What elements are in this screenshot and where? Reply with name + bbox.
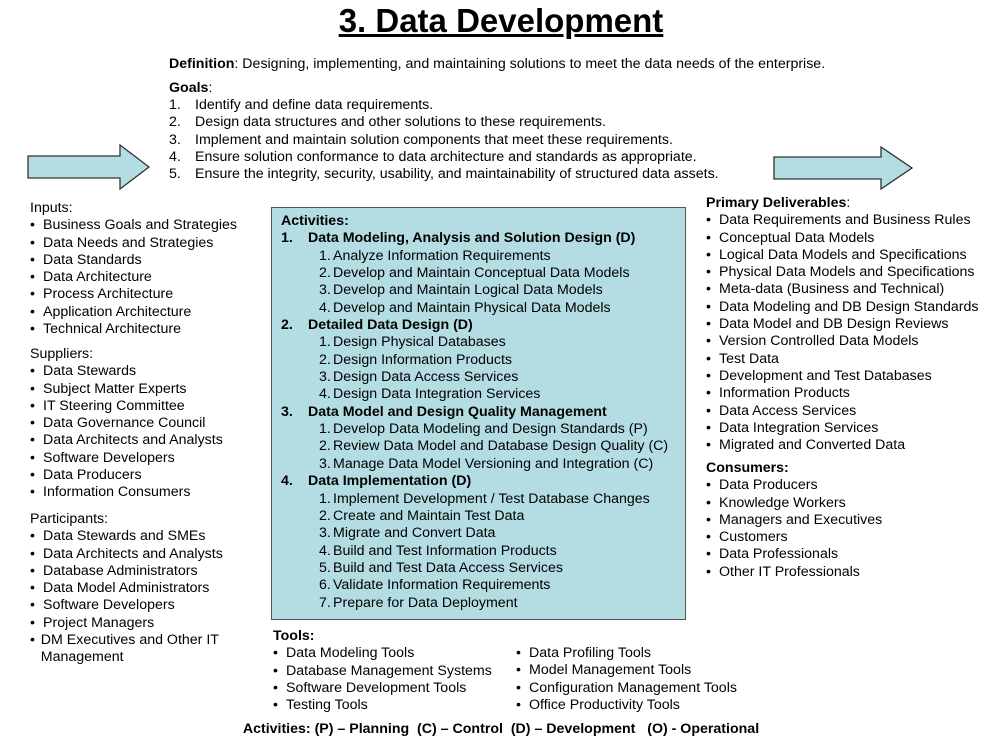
consumers-label: Consumers:: [706, 460, 789, 476]
page-title: 3. Data Development: [338, 2, 664, 39]
goal-text: Ensure solution conformance to data architecture and standards as appropriate.: [195, 148, 697, 165]
activity-item-text: Implement Development / Test Database Changes: [333, 490, 650, 507]
activity-item: [281, 456, 685, 473]
tool-item-text: Office Productivity Tools: [529, 696, 680, 713]
activity-group: [281, 317, 685, 334]
deliverable-item: [706, 281, 978, 298]
activity-item-number: 2.: [319, 351, 331, 368]
bullet-icon: •: [30, 380, 35, 397]
bullet-icon: •: [706, 546, 711, 563]
bullet-icon: •: [30, 597, 35, 614]
tool-item-text: Data Modeling Tools: [286, 645, 415, 662]
bullet-icon: •: [706, 333, 711, 350]
activity-item-number: 3.: [319, 369, 331, 386]
deliverable-item-text: Data Access Services: [719, 402, 857, 419]
goal-number: 1.: [169, 97, 181, 114]
deliverable-item: [706, 264, 978, 281]
deliverable-item-text: Development and Test Databases: [719, 367, 932, 384]
input-item-text: Business Goals and Strategies: [43, 217, 238, 234]
supplier-item: [30, 363, 223, 380]
deliverable-item: [706, 316, 978, 333]
activity-item-text: Analyze Information Requirements: [333, 247, 551, 264]
bullet-icon: •: [706, 281, 711, 298]
input-item: [30, 304, 237, 321]
consumer-item: [706, 564, 882, 581]
activity-item: [281, 369, 685, 386]
bullet-icon: •: [30, 286, 35, 303]
goal-text: Identify and define data requirements.: [195, 97, 434, 114]
supplier-item-text: Data Architects and Analysts: [43, 432, 223, 449]
goal-item: [169, 132, 719, 149]
input-item-text: Process Architecture: [43, 286, 174, 303]
activity-item: [281, 525, 685, 542]
supplier-item: [30, 467, 223, 484]
activity-item: [281, 543, 685, 560]
consumer-item: [706, 512, 882, 529]
deliverable-item-text: Data Modeling and DB Design Standards: [719, 298, 979, 315]
bullet-icon: •: [273, 679, 278, 696]
consumer-item-text: Data Professionals: [719, 546, 839, 563]
activity-item-text: Create and Maintain Test Data: [333, 507, 525, 524]
participant-item: [30, 563, 260, 580]
participants-label: Participants: [30, 511, 105, 527]
activity-item: [281, 421, 685, 438]
activity-item-text: Develop and Maintain Conceptual Data Models: [333, 265, 630, 282]
input-item-text: Application Architecture: [43, 303, 192, 320]
bullet-icon: •: [30, 303, 35, 320]
activity-group: [281, 404, 685, 421]
activity-item-number: 1.: [319, 334, 331, 351]
activity-item-text: Design Physical Databases: [333, 334, 506, 351]
deliverable-item: [706, 368, 978, 385]
goal-text: Implement and maintain solution components that meet these requirements.: [195, 131, 673, 148]
bullet-icon: •: [30, 269, 35, 286]
activity-item-text: Design Data Integration Services: [333, 386, 541, 403]
deliverable-item: [706, 351, 978, 368]
deliverable-item-text: Logical Data Models and Specifications: [719, 246, 967, 263]
bullet-icon: •: [706, 563, 711, 580]
activity-item-number: 6.: [319, 577, 331, 594]
consumer-item-text: Managers and Executives: [719, 511, 883, 528]
activity-item-text: Manage Data Model Versioning and Integration (C): [333, 455, 654, 472]
input-item-text: Data Standards: [43, 251, 142, 268]
activity-item-text: Review Data Model and Database Design Quality (C): [333, 438, 669, 455]
deliverable-item-text: Version Controlled Data Models: [719, 333, 919, 350]
participant-item: [30, 597, 260, 614]
tools-col2-section: [516, 645, 737, 714]
activity-item: [281, 282, 685, 299]
consumer-item: [706, 529, 882, 546]
tools-section: [273, 628, 492, 714]
tool-item: [516, 662, 737, 679]
activity-item-text: Prepare for Data Deployment: [333, 594, 518, 611]
activity-item: [281, 595, 685, 612]
activity-item: [281, 438, 685, 455]
activity-group-title: Data Implementation (D): [308, 473, 472, 490]
input-item: [30, 321, 237, 338]
goals-list: [169, 97, 719, 183]
activity-item: [281, 300, 685, 317]
consumer-item-text: Other IT Professionals: [719, 563, 860, 580]
activity-item-text: Build and Test Data Access Services: [333, 559, 564, 576]
participant-item: [30, 580, 260, 597]
inputs-section: Inputs: • Business Goals and Strategies • Data Needs and Strategies • Data Standards • Data Architecture • Process Architecture • Application Architecture • Technical Architecture: [30, 200, 238, 338]
bullet-icon: •: [30, 217, 35, 234]
supplier-item: [30, 381, 223, 398]
activity-item-number: 2.: [319, 265, 331, 282]
consumer-item-text: Customers: [719, 529, 788, 546]
inputs-label: Inputs: [30, 200, 69, 216]
activity-item-text: Design Information Products: [333, 351, 513, 368]
deliverable-item-text: Data Integration Services: [719, 419, 879, 436]
deliverable-item: [706, 437, 978, 454]
goal-text: Ensure the integrity, security, usability, and maintainability of structured data assets.: [195, 166, 719, 183]
participant-item-text: Project Managers: [43, 614, 155, 631]
activity-item-number: 3.: [319, 525, 331, 542]
bullet-icon: •: [516, 696, 521, 713]
consumer-item-text: Data Producers: [719, 477, 818, 494]
bullet-icon: •: [706, 212, 711, 229]
activity-item: [281, 508, 685, 525]
supplier-item: [30, 398, 223, 415]
supplier-item-text: Software Developers: [43, 449, 175, 466]
bullet-icon: •: [30, 321, 35, 338]
bullet-icon: •: [706, 316, 711, 333]
activity-group-number: 3.: [281, 403, 293, 420]
bullet-icon: •: [706, 511, 711, 528]
activity-group-number: 1.: [281, 230, 293, 247]
participant-item: [30, 615, 260, 632]
tool-item-text: Database Management Systems: [286, 662, 492, 679]
deliverable-item: [706, 212, 978, 229]
input-item-text: Technical Architecture: [43, 321, 182, 338]
supplier-item: [30, 432, 223, 449]
bullet-icon: •: [706, 419, 711, 436]
activity-item-text: Develop and Maintain Logical Data Models: [333, 282, 603, 299]
bullet-icon: •: [30, 580, 35, 597]
bullet-icon: •: [30, 545, 35, 562]
activity-item-number: 5.: [319, 559, 331, 576]
tool-item-text: Model Management Tools: [529, 662, 692, 679]
supplier-item-text: Data Producers: [43, 467, 142, 484]
deliverable-item-text: Information Products: [719, 385, 850, 402]
tools-label: Tools:: [273, 628, 315, 644]
goal-number: 2.: [169, 114, 181, 131]
input-item: [30, 235, 237, 252]
activity-item-text: Develop and Maintain Physical Data Models: [333, 299, 611, 316]
activity-group-title: Detailed Data Design (D): [308, 317, 473, 334]
activity-item-number: 2.: [319, 507, 331, 524]
deliverable-item: [706, 230, 978, 247]
bullet-icon: •: [30, 449, 35, 466]
supplier-item-text: Information Consumers: [43, 484, 191, 501]
activity-group-title: Data Model and Design Quality Management: [308, 403, 607, 420]
output-arrow: [773, 146, 915, 190]
activity-group-number: 4.: [281, 473, 293, 490]
bullet-icon: •: [30, 415, 35, 432]
activity-item: [281, 386, 685, 403]
supplier-item-text: Subject Matter Experts: [43, 380, 187, 397]
deliverable-item-text: Conceptual Data Models: [719, 229, 875, 246]
bullet-icon: •: [30, 632, 35, 649]
deliverables-section: Primary Deliverables: • Data Requirements and Business Rules • Conceptual Data Models • Logical Data Models and Specifications • Physical Data Models and Specifications • Meta-data (Business and Technical) • Data Modeling and DB Design Standards • Data Model and DB Design Reviews • Version Controlled Data Models • Test Data • Development and Test Databases • Information Products • Data Access Services • Data Integration Services • Migrated and Converted Data: [706, 195, 979, 454]
definition-label: Definition: [169, 56, 235, 72]
activity-item: [281, 491, 685, 508]
supplier-item-text: IT Steering Committee: [43, 397, 185, 414]
participant-item: [30, 546, 260, 563]
tool-item-text: Configuration Management Tools: [529, 679, 737, 696]
deliverable-item: [706, 420, 978, 437]
definition-text: : Designing, implementing, and maintaining solutions to meet the data needs of the enterprise.: [234, 56, 826, 72]
input-item: [30, 286, 237, 303]
goal-item: [169, 149, 719, 166]
bullet-icon: •: [30, 467, 35, 484]
activity-group: [281, 473, 685, 490]
bullet-icon: •: [273, 697, 278, 714]
activity-item-number: 1.: [319, 490, 331, 507]
input-item: [30, 269, 237, 286]
supplier-item-text: Data Governance Council: [43, 415, 206, 432]
bullet-icon: •: [30, 397, 35, 414]
input-item-text: Data Architecture: [43, 269, 152, 286]
tool-item-text: Data Profiling Tools: [529, 645, 651, 661]
supplier-item: [30, 450, 223, 467]
activity-item-number: 4.: [319, 299, 331, 316]
bullet-icon: •: [706, 494, 711, 511]
activity-item-number: 2.: [319, 438, 331, 455]
participant-item-text: Data Architects and Analysts: [43, 545, 223, 562]
bullet-icon: •: [706, 437, 711, 454]
activity-group-number: 2.: [281, 317, 293, 334]
activity-item-number: 3.: [319, 455, 331, 472]
participant-item-text: Database Administrators: [43, 562, 198, 579]
deliverable-item-text: Test Data: [719, 350, 779, 367]
bullet-icon: •: [30, 363, 35, 380]
activities-box: [271, 207, 686, 620]
activity-item-number: 3.: [319, 282, 331, 299]
supplier-item: [30, 484, 223, 501]
tool-item: [516, 680, 737, 697]
activity-item-number: 4.: [319, 386, 331, 403]
bullet-icon: •: [30, 528, 35, 545]
legend-footer: Activities: (P) – Planning (C) – Control (D) – Development (O) - Operational: [242, 721, 760, 737]
consumers-section: [706, 460, 882, 581]
tool-item: [273, 697, 492, 714]
participant-item-text: Data Model Administrators: [43, 580, 210, 597]
deliverable-item: [706, 299, 978, 316]
deliverable-item-text: Meta-data (Business and Technical): [719, 281, 945, 298]
activity-item: [281, 334, 685, 351]
goal-text: Design data structures and other solutions to these requirements.: [195, 114, 606, 131]
supplier-item-text: Data Stewards: [43, 363, 137, 380]
bullet-icon: •: [30, 614, 35, 631]
bullet-icon: •: [706, 350, 711, 367]
bullet-icon: •: [516, 679, 521, 696]
consumer-item: [706, 546, 882, 563]
participant-item: [30, 528, 260, 545]
activity-item-text: Design Data Access Services: [333, 369, 519, 386]
tool-item-text: Software Development Tools: [286, 679, 467, 696]
tool-item: [516, 697, 737, 714]
activity-item-text: Migrate and Convert Data: [333, 525, 496, 542]
deliverable-item: [706, 385, 978, 402]
definition: [169, 56, 825, 73]
participant-item: [30, 632, 260, 667]
tool-item: [273, 645, 492, 662]
input-item-text: Data Needs and Strategies: [43, 234, 214, 251]
bullet-icon: •: [706, 229, 711, 246]
activity-item: [281, 248, 685, 265]
suppliers-section: Suppliers: • Data Stewards • Subject Matter Experts • IT Steering Committee • Data Governance Council • Data Architects and Analysts • Software Developers • Data Producers • Information Consumers: [30, 346, 223, 501]
activity-item-text: Validate Information Requirements: [333, 577, 551, 594]
goals-label: Goals: [169, 80, 209, 96]
activity-item-number: 4.: [319, 542, 331, 559]
goal-number: 3.: [169, 131, 181, 148]
bullet-icon: •: [30, 234, 35, 251]
participant-item-text: Software Developers: [43, 597, 175, 614]
activity-item-number: 1.: [319, 421, 331, 438]
participants-section: Participants: • Data Stewards and SMEs • Data Architects and Analysts • Database Administrators • Data Model Administrators • Software Developers • Project Managers • DM Executives and Other IT Management: [30, 511, 260, 667]
activity-item: [281, 352, 685, 369]
bullet-icon: •: [30, 484, 35, 501]
bullet-icon: •: [30, 251, 35, 268]
goal-number: 5.: [169, 166, 181, 183]
bullet-icon: •: [706, 385, 711, 402]
suppliers-label: Suppliers: [30, 346, 90, 362]
supplier-item: [30, 415, 223, 432]
bullet-icon: •: [706, 402, 711, 419]
bullet-icon: •: [30, 562, 35, 579]
tool-item: [273, 663, 492, 680]
bullet-icon: •: [706, 477, 711, 494]
tool-item-text: Testing Tools: [286, 697, 368, 714]
participant-item-text: Data Stewards and SMEs: [43, 528, 206, 545]
bullet-icon: •: [706, 298, 711, 315]
bullet-icon: •: [273, 662, 278, 679]
deliverable-item-text: Migrated and Converted Data: [719, 437, 906, 454]
deliverable-item: [706, 247, 978, 264]
activity-item-number: 1.: [319, 247, 331, 264]
bullet-icon: •: [706, 264, 711, 281]
participant-item-text: DM Executives and Other IT Management: [40, 632, 219, 666]
bullet-icon: •: [706, 367, 711, 384]
tool-item: [516, 645, 737, 662]
goal-item: [169, 114, 719, 131]
activities-label: Activities:: [281, 213, 349, 229]
input-item: [30, 252, 237, 269]
goals-block: Goals: 1. Identify and define data requirements. 2. Design data structures and other solutions to these requirements. 3. Implement and maintain solution components that meet these requirements. 4. Ensure solution conformance to data architecture and standards as appropriate. 5. Ensure the integrity, security, usability, and maintainability of structured data assets.: [169, 80, 719, 183]
deliverable-item: [706, 403, 978, 420]
activity-item: [281, 577, 685, 594]
activity-item-text: Build and Test Information Products: [333, 542, 557, 559]
goal-item: [169, 97, 719, 114]
goal-item: [169, 166, 719, 183]
consumer-item: [706, 495, 882, 512]
activity-group-title: Data Modeling, Analysis and Solution Design (D): [308, 230, 636, 247]
deliverables-label: Primary Deliverables: [706, 195, 847, 211]
bullet-icon: •: [273, 645, 278, 662]
deliverable-item: [706, 333, 978, 350]
bullet-icon: •: [516, 662, 521, 679]
deliverable-item-text: Physical Data Models and Specifications: [719, 264, 975, 281]
consumer-item-text: Knowledge Workers: [719, 494, 846, 511]
input-item: [30, 217, 237, 234]
bullet-icon: •: [30, 432, 35, 449]
tool-item: [273, 680, 492, 697]
consumer-item: [706, 477, 882, 494]
bullet-icon: •: [516, 645, 521, 661]
bullet-icon: •: [706, 529, 711, 546]
deliverable-item-text: Data Requirements and Business Rules: [719, 212, 971, 229]
activity-group: [281, 230, 685, 247]
input-arrow: [27, 144, 151, 190]
activity-item: [281, 265, 685, 282]
goal-number: 4.: [169, 148, 181, 165]
activity-item: [281, 560, 685, 577]
bullet-icon: •: [706, 246, 711, 263]
activity-item-text: Develop Data Modeling and Design Standards (P): [333, 421, 648, 438]
activity-item-number: 7.: [319, 594, 331, 611]
deliverable-item-text: Data Model and DB Design Reviews: [719, 316, 949, 333]
